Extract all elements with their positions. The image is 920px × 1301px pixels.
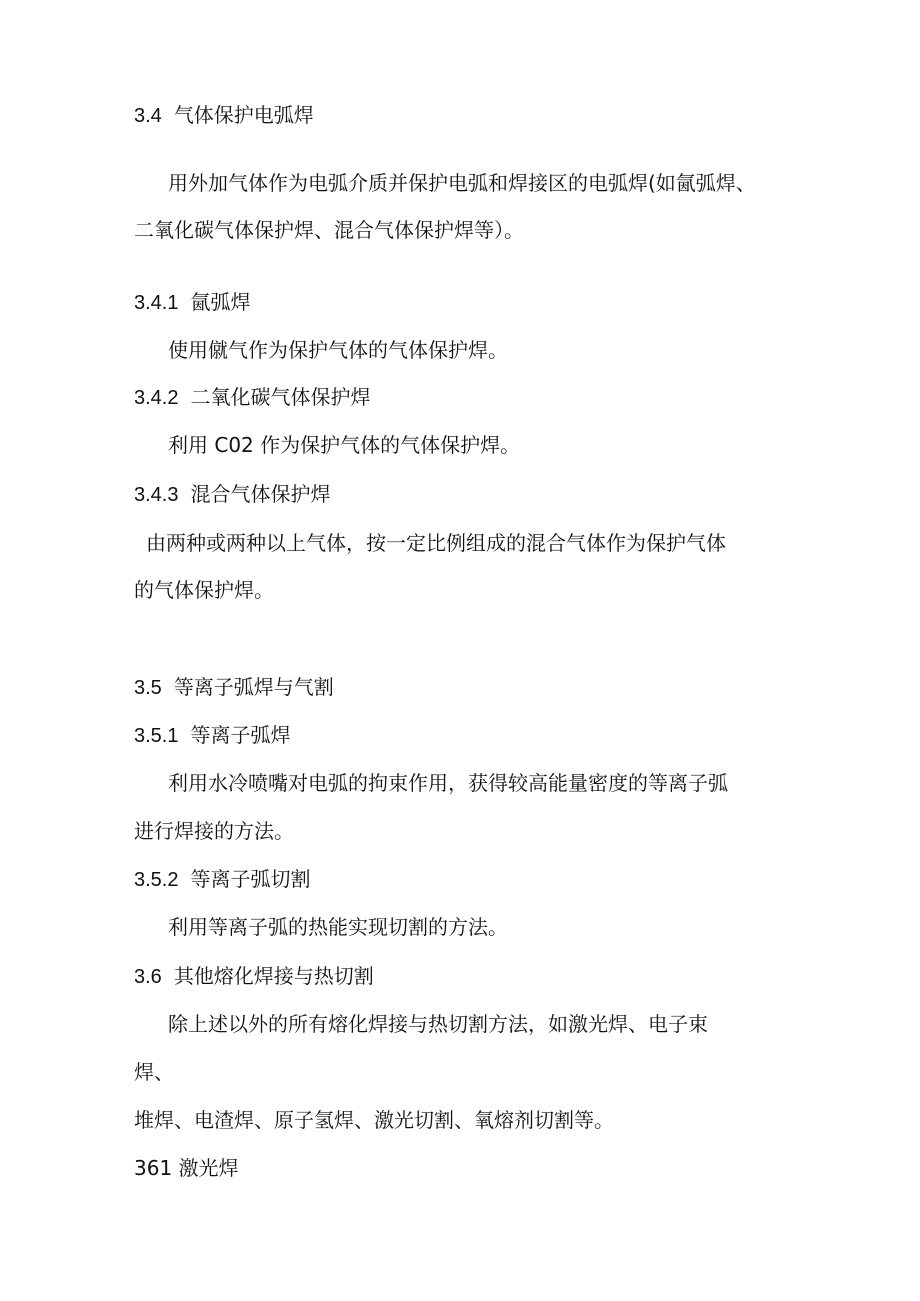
heading-3-6-1: 361 激光焊 [134, 1156, 239, 1180]
heading-3-4-2 [134, 383, 370, 412]
paragraph-line: 焊、 [134, 1060, 174, 1084]
section-title: 氤弧焊 [190, 290, 251, 314]
section-title: 气体保护电弧焊 [173, 103, 314, 127]
section-number: 3.5 [134, 677, 162, 699]
section-number: 3.4.3 [134, 484, 179, 506]
paragraph-line: 用外加气体作为电弧介质并保护电弧和焊接区的电弧焊(如氤弧焊、 [168, 171, 756, 195]
section-number: 3.4.2 [134, 387, 179, 409]
paragraph-line: 除上述以外的所有熔化焊接与热切割方法，如激光焊、电子束 [168, 1012, 708, 1036]
heading-3-4 [134, 101, 314, 130]
section-number: 3.6 [134, 966, 162, 988]
section-number: 3.5.2 [134, 869, 179, 891]
heading-3-5-1 [134, 721, 290, 750]
paragraph-line: 堆焊、电渣焊、原子氢焊、激光切割、氧熔剂切割等。 [134, 1108, 614, 1132]
heading-3-6 [134, 962, 374, 991]
section-title: 等离子弧焊 [190, 723, 291, 747]
paragraph-line: 利用 C02 作为保护气体的气体保护焊。 [168, 433, 521, 457]
paragraph-line: 使用僦气作为保护气体的气体保护焊。 [168, 338, 508, 362]
section-title: 其他熔化焊接与热切割 [173, 964, 374, 988]
paragraph-line: 由两种或两种以上气体，按一定比例组成的混合气体作为保护气体 [146, 531, 726, 555]
heading-3-5 [134, 673, 334, 702]
section-title: 二氧化碳气体保护焊 [190, 385, 371, 409]
heading-3-4-1 [134, 288, 250, 317]
paragraph-line: 利用等离子弧的热能实现切割的方法。 [168, 915, 508, 939]
section-number: 3.5.1 [134, 725, 179, 747]
section-number: 3.4 [134, 105, 162, 127]
heading-3-4-3 [134, 480, 330, 509]
section-title: 等离子弧焊与气割 [173, 675, 334, 699]
paragraph-line: 二氧化碳气体保护焊、混合气体保护焊等）。 [134, 218, 524, 242]
paragraph-line: 进行焊接的方法。 [134, 819, 294, 843]
paragraph-line: 利用水冷喷嘴对电弧的拘束作用，获得较高能量密度的等离子弧 [168, 771, 728, 795]
section-title: 混合气体保护焊 [190, 482, 331, 506]
section-title: 等离子弧切割 [190, 867, 311, 891]
paragraph-line: 的气体保护焊。 [134, 578, 274, 602]
section-number: 3.4.1 [134, 292, 179, 314]
heading-3-5-2 [134, 865, 310, 894]
